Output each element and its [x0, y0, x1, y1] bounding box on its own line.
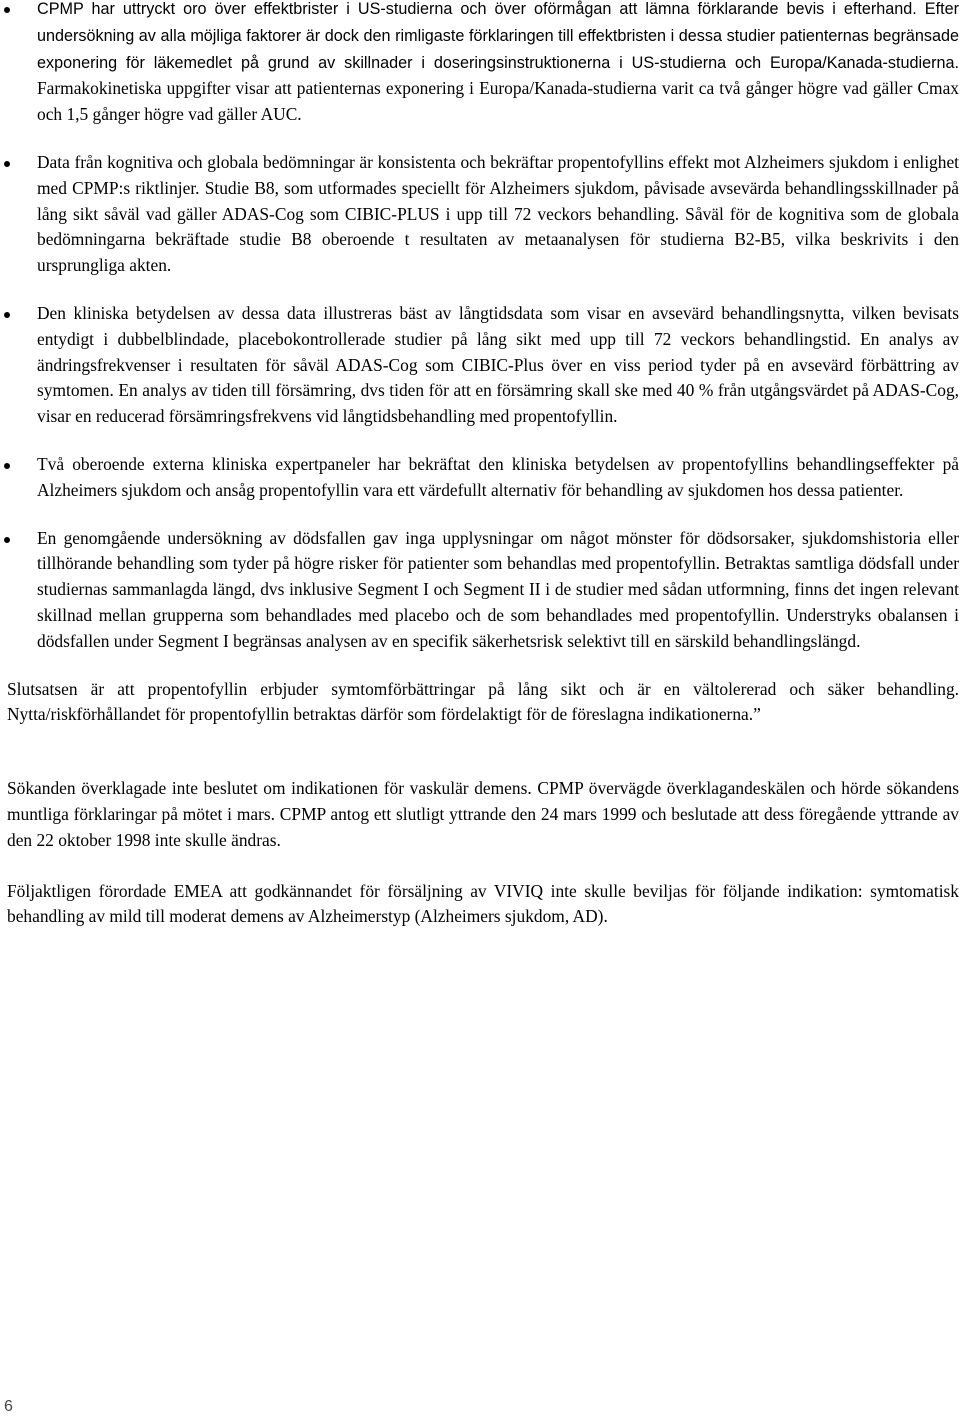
bullet-item-3: [7, 301, 959, 430]
bullet-dot-icon: [4, 312, 10, 318]
recommendation-paragraph: Följaktligen förordade EMEA att godkännandet för försäljning av VIVIQ inte skulle beviljas för följande indikation: symtomatisk behandling av mild till moderat demens av Alzheimerstyp (Alzheimers sjukdom, AD).: [7, 880, 959, 927]
bullet-text: Den kliniska betydelsen av dessa data illustreras bäst av långtidsdata som visar en avsevärd behandlingsnytta, vilken bevisats entydigt i dubbelblindade, placebokontrollerade studier på lång sikt med upp till 72 veckors behandlingstid. En analys av ändringsfrekvenser i resultaten för såväl ADAS-Cog som CIBIC-Plus över en viss period tyder på en avsevärd förbättring av symtomen. En analys av tiden till försämring, dvs tiden för att en försämring skall ske med 40 % från utgångsvärdet på ADAS-Cog, visar en reducerad försämringsfrekvens vid långtidsbehandling med propentofyllin.: [37, 302, 959, 427]
page-number: 6: [4, 1398, 13, 1415]
bullet-dot-icon: [4, 537, 10, 543]
bullet-list: [7, 0, 959, 655]
bullet-dot-icon: [4, 463, 10, 469]
bullet-text: Farmakokinetiska uppgifter visar att patienternas exponering i Europa/Kanada-studierna varit ca två gånger högre vad gäller Cmax och 1,5 gånger högre vad gäller AUC.: [37, 78, 959, 125]
bullet-dot-icon: [4, 7, 10, 13]
conclusion-paragraph: Slutsatsen är att propentofyllin erbjuder symtomförbättringar på lång sikt och är en vältolererad och säker behandling. Nytta/riskförhållandet för propentofyllin betraktas därför som fördelaktigt för de föreslagna indikationerna.”: [7, 678, 959, 725]
appeal-paragraph: Sökanden överklagade inte beslutet om indikationen för vaskulär demens. CPMP övervägde överklagandeskälen och hörde sökandens muntliga förklaringar på mötet i mars. CPMP antog ett slutligt yttrande den 24 mars 1999 och beslutade att dess föregående yttrande av den 22 oktober 1998 inte skulle ändras.: [7, 778, 959, 850]
document-page: [7, 0, 959, 955]
bullet-text: Data från kognitiva och globala bedömningar är konsistenta och bekräftar propentofyllins effekt mot Alzheimers sjukdom i enlighet med CPMP:s riktlinjer. Studie B8, som utformades speciellt för Alzheimers sjukdom, påvisade avsevärda behandlingsskillnader på lång sikt såväl vad gäller ADAS-Cog som CIBIC-PLUS i upp till 72 veckors behandling. Såväl för de kognitiva som de globala bedömningarna bekräftade studie B8 oberoende t resultaten av metaanalysen för studierna B2-B5, vilka beskrivits i den ursprungliga akten.: [37, 151, 959, 276]
bullet-text: Två oberoende externa kliniska expertpaneler har bekräftat den kliniska betydelsen av propentofyllins behandlingseffekter på Alzheimers sjukdom och ansåg propentofyllin vara ett värdefullt alternativ för behandling av sjukdomen hos dessa patienter.: [37, 453, 959, 500]
bullet-text-sans: CPMP har uttryckt oro över effektbrister i US-studierna och över oförmågan att lämna förklarande bevis i efterhand. Efter undersökning av alla möjliga faktorer är dock den rimligaste förklaringen till effektbristen i dessa studier patienternas begränsade exponering för läkemedlet på grund av skillnader i doseringsinstruktionerna i US-studierna och Europa/Kanada-studierna.: [37, 0, 959, 72]
bullet-item-1: [7, 0, 959, 128]
bullet-item-5: [7, 526, 959, 655]
bullet-item-2: [7, 150, 959, 279]
bullet-text: En genomgående undersökning av dödsfallen gav inga upplysningar om något mönster för dödsorsaker, sjukdomshistoria eller tillhörande behandling som tyder på högre risker för patienter som behandlas med propentofyllin. Betraktas samtliga dödsfall under studiernas sammanlagda längd, dvs inklusive Segment I och Segment II i de studier med sådan utformning, finns det ingen relevant skillnad mellan grupperna som behandlades med placebo och de som behandlades med propentofyllin. Understryks obalansen i dödsfallen under Segment I begränsas analysen av en specifik säkerhetsrisk selektivt till en särskild behandlingslängd.: [37, 527, 959, 651]
bullet-item-4: [7, 452, 959, 504]
bullet-dot-icon: [4, 161, 10, 167]
